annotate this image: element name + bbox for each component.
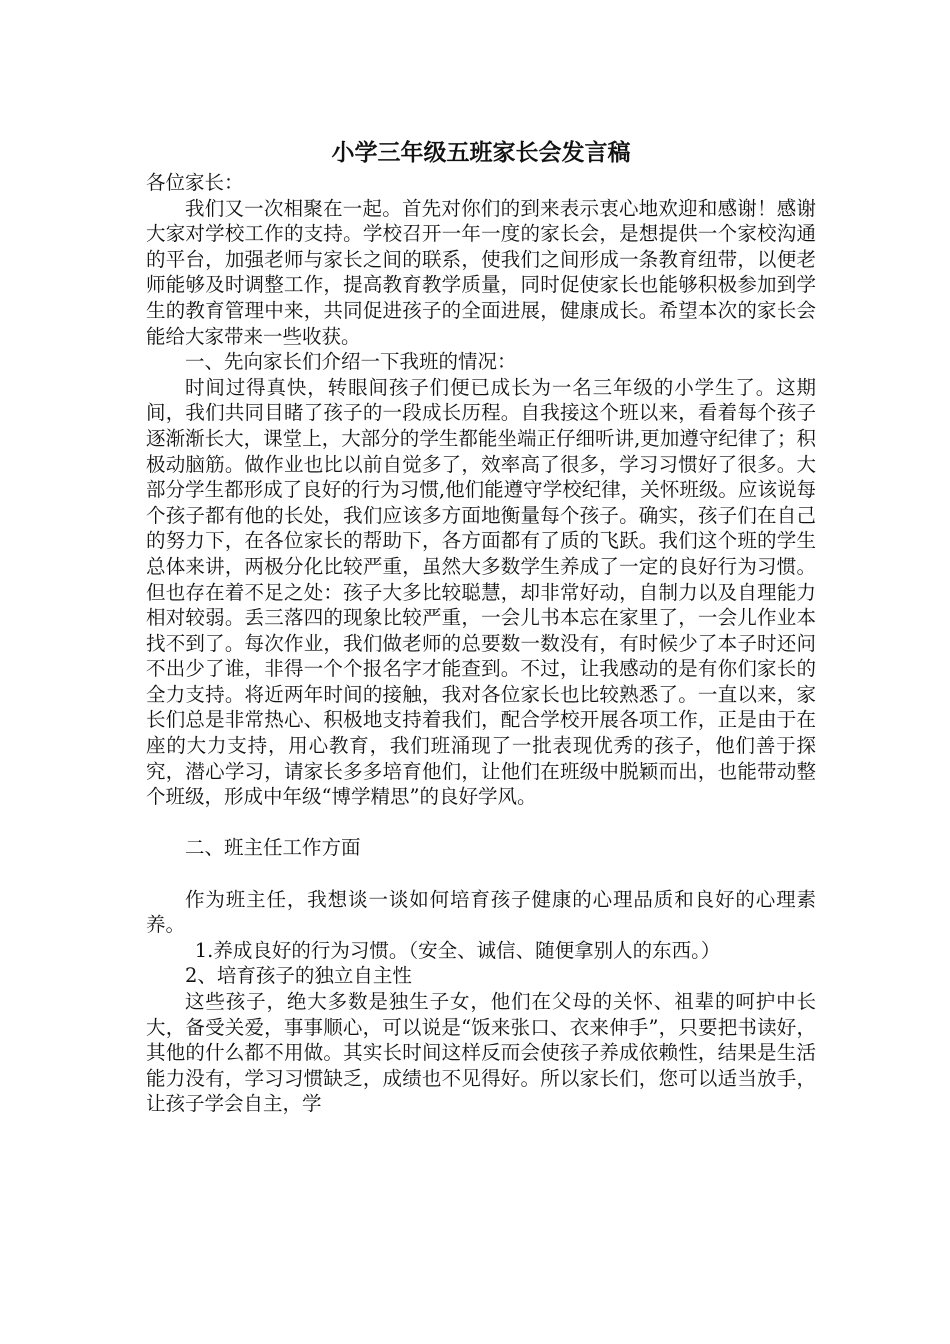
salutation: 各位家长： (146, 171, 244, 194)
list-item-independence: 2、培育孩子的独立自主性 (185, 964, 412, 988)
spacer (146, 810, 816, 836)
paragraph-class-situation: 时间过得真快，转眼间孩子们便已成长为一名三年级的小学生了。这期间，我们共同目睹了孩子的一段成长历程。自我接这个班以来，看着每个孩子逐渐渐长大，课堂上，大部分的学生都能坐端正仔细听讲,更加遵守纪律了；积极动脑筋。做作业也比以前自觉多了，效率高了很多，学习习惯好了很多。大部分学生都形成了良好的行为习惯,他们能遵守学校纪律，关怀班级。应该说每个孩子都有他的长处，我们应该多方面地衡量每个孩子。确实，孩子们在自己的努力下，在各位家长的帮助下，各方面都有了质的飞跃。我们这个班的学生总体来讲，两极分化比较严重，虽然大多数学生养成了一定的良好行为习惯。但也存在着不足之处：孩子大多比较聪慧，却非常好动，自制力以及自理能力相对较弱。丢三落四的现象比较严重，一会儿书本忘在家里了，一会儿作业本找不到了。每次作业，我们做老师的总要数一数没有，有时候少了本子时还问不出少了谁，非得一个个报名字才能查到。不过，让我感动的是有你们家长的全力支持。将近两年时间的接触，我对各位家长也比较熟悉了。一直以来，家长们总是非常热心、积极地支持着我们，配合学校开展各项工作，正是由于在座的大力支持，用心教育，我们班涌现了一批表现优秀的孩子，他们善于探究，潜心学习，请家长多多培育他们，让他们在班级中脱颖而出，也能带动整个班级，形成中年级“博学精思”的良好学风。 (146, 375, 816, 809)
spacer (146, 861, 816, 887)
section-heading-class-situation: 一、先向家长们介绍一下我班的情况： (185, 350, 517, 374)
section-heading-teacher-work: 二、班主任工作方面 (185, 836, 361, 860)
paragraph-independence: 这些孩子，绝大多数是独生子女，他们在父母的关怀、祖辈的呵护中长大，备受关爱，事事顺心，可以说是“饭来张口、衣来伸手”，只要把书读好，其他的什么都不用做。其实长时间这样反而会使孩子养成依赖性，结果是生活能力没有，学习习惯缺乏，成绩也不见得好。所以家长们，您可以适当放手，让孩子学会自主，学 (146, 990, 816, 1116)
document-body (146, 136, 816, 1117)
list-item-behavior-habits: 1.养成良好的行为习惯。（安全、诚信、随便拿别人的东西。） (194, 938, 721, 962)
paragraph-intro: 我们又一次相聚在一起。首先对你们的到来表示衷心地欢迎和感谢！感谢大家对学校工作的支持。学校召开一年一度的家长会，是想提供一个家校沟通的平台，加强老师与家长之间的联系，使我们之间形成一条教育纽带，以便老师能够及时调整工作，提高教育教学质量，同时促使家长也能够积极参加到学生的教育管理中来，共同促进孩子的全面进展，健康成长。希望本次的家长会能给大家带来一些收获。 (146, 196, 816, 348)
document-title: 小学三年级五班家长会发言稿 (331, 139, 631, 166)
paragraph-teacher-work: 作为班主任，我想谈一谈如何培育孩子健康的心理品质和良好的心理素养。 (146, 887, 816, 937)
